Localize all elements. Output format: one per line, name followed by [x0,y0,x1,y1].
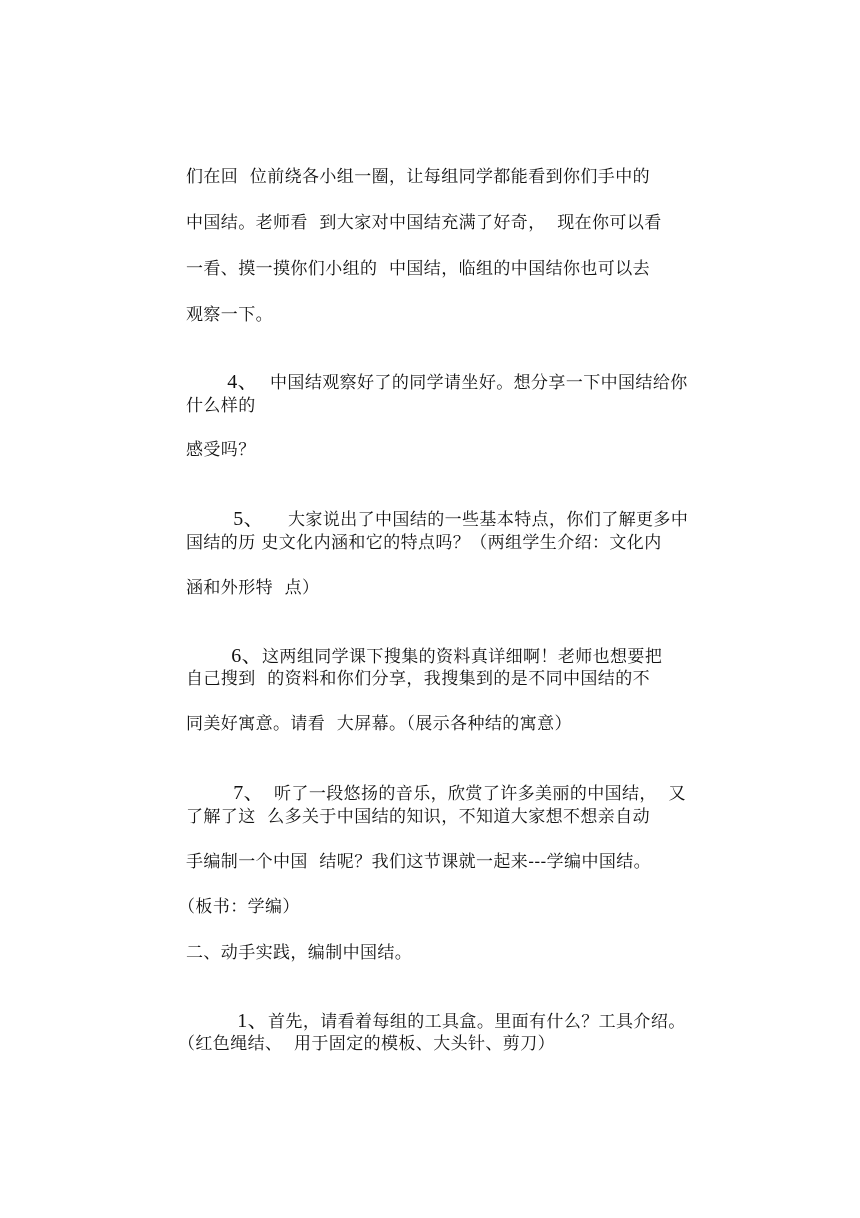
section-heading: 二、动手实践，编制中国结。 [186,943,413,963]
item-text: 大家说出了中国结的一些基本特点，你们了解更多中 [288,510,689,530]
text-line: 什么样的 [186,396,256,416]
text-line: 感受吗？ [186,440,256,460]
text-line: 涵和外形特 点） [186,578,320,598]
text-line: 同美好寓意。请看 大屏幕。（展示各种结的寓意） [186,714,572,734]
item-number: 7、 [233,782,265,804]
text-line: 自己搜到 的资料和你们分享，我搜集到的是不同中国结的不 [186,669,651,689]
text-line: 观察一下。 [186,305,273,325]
item-number: 1、 [237,1010,269,1032]
text-line: （板书：学编） [178,897,300,917]
item-number: 6、 [231,645,263,667]
text-line: 手编制一个中国 结呢？我们这节课就一起来---学编中国结。 [186,852,652,872]
text-line: 国结的历 史文化内涵和它的特点吗？（两组学生介绍：文化内 [186,533,662,553]
text-line: 了解了这 么多关于中国结的知识，不知道大家想不想亲自动 [186,807,651,827]
item-text: 听了一段悠扬的音乐，欣赏了许多美丽的中国结， 又 [274,784,686,804]
text-line: （红色绳结、 用于固定的模板、大头针、剪刀） [178,1034,556,1054]
item-text: 这两组同学课下搜集的资料真详细啊！老师也想要把 [262,647,663,667]
item-number: 4、 [227,371,259,393]
item-text: 首先，请看着每组的工具盒。里面有什么？工具介绍。 [268,1012,686,1032]
text-line: 们在回 位前绕各小组一圈，让每组同学都能看到你们手中的 [186,167,651,187]
item-text: 中国结观察好了的同学请坐好。想分享一下中国结给你 [270,373,688,393]
text-line: 中国结。老师看 到大家对中国结充满了好奇， 现在你可以看 [186,213,662,233]
item-number: 5、 [233,508,265,530]
text-line: 一看、摸一摸你们小组的 中国结，临组的中国结你也可以去 [186,259,651,279]
numbered-item-4 [204,349,688,416]
